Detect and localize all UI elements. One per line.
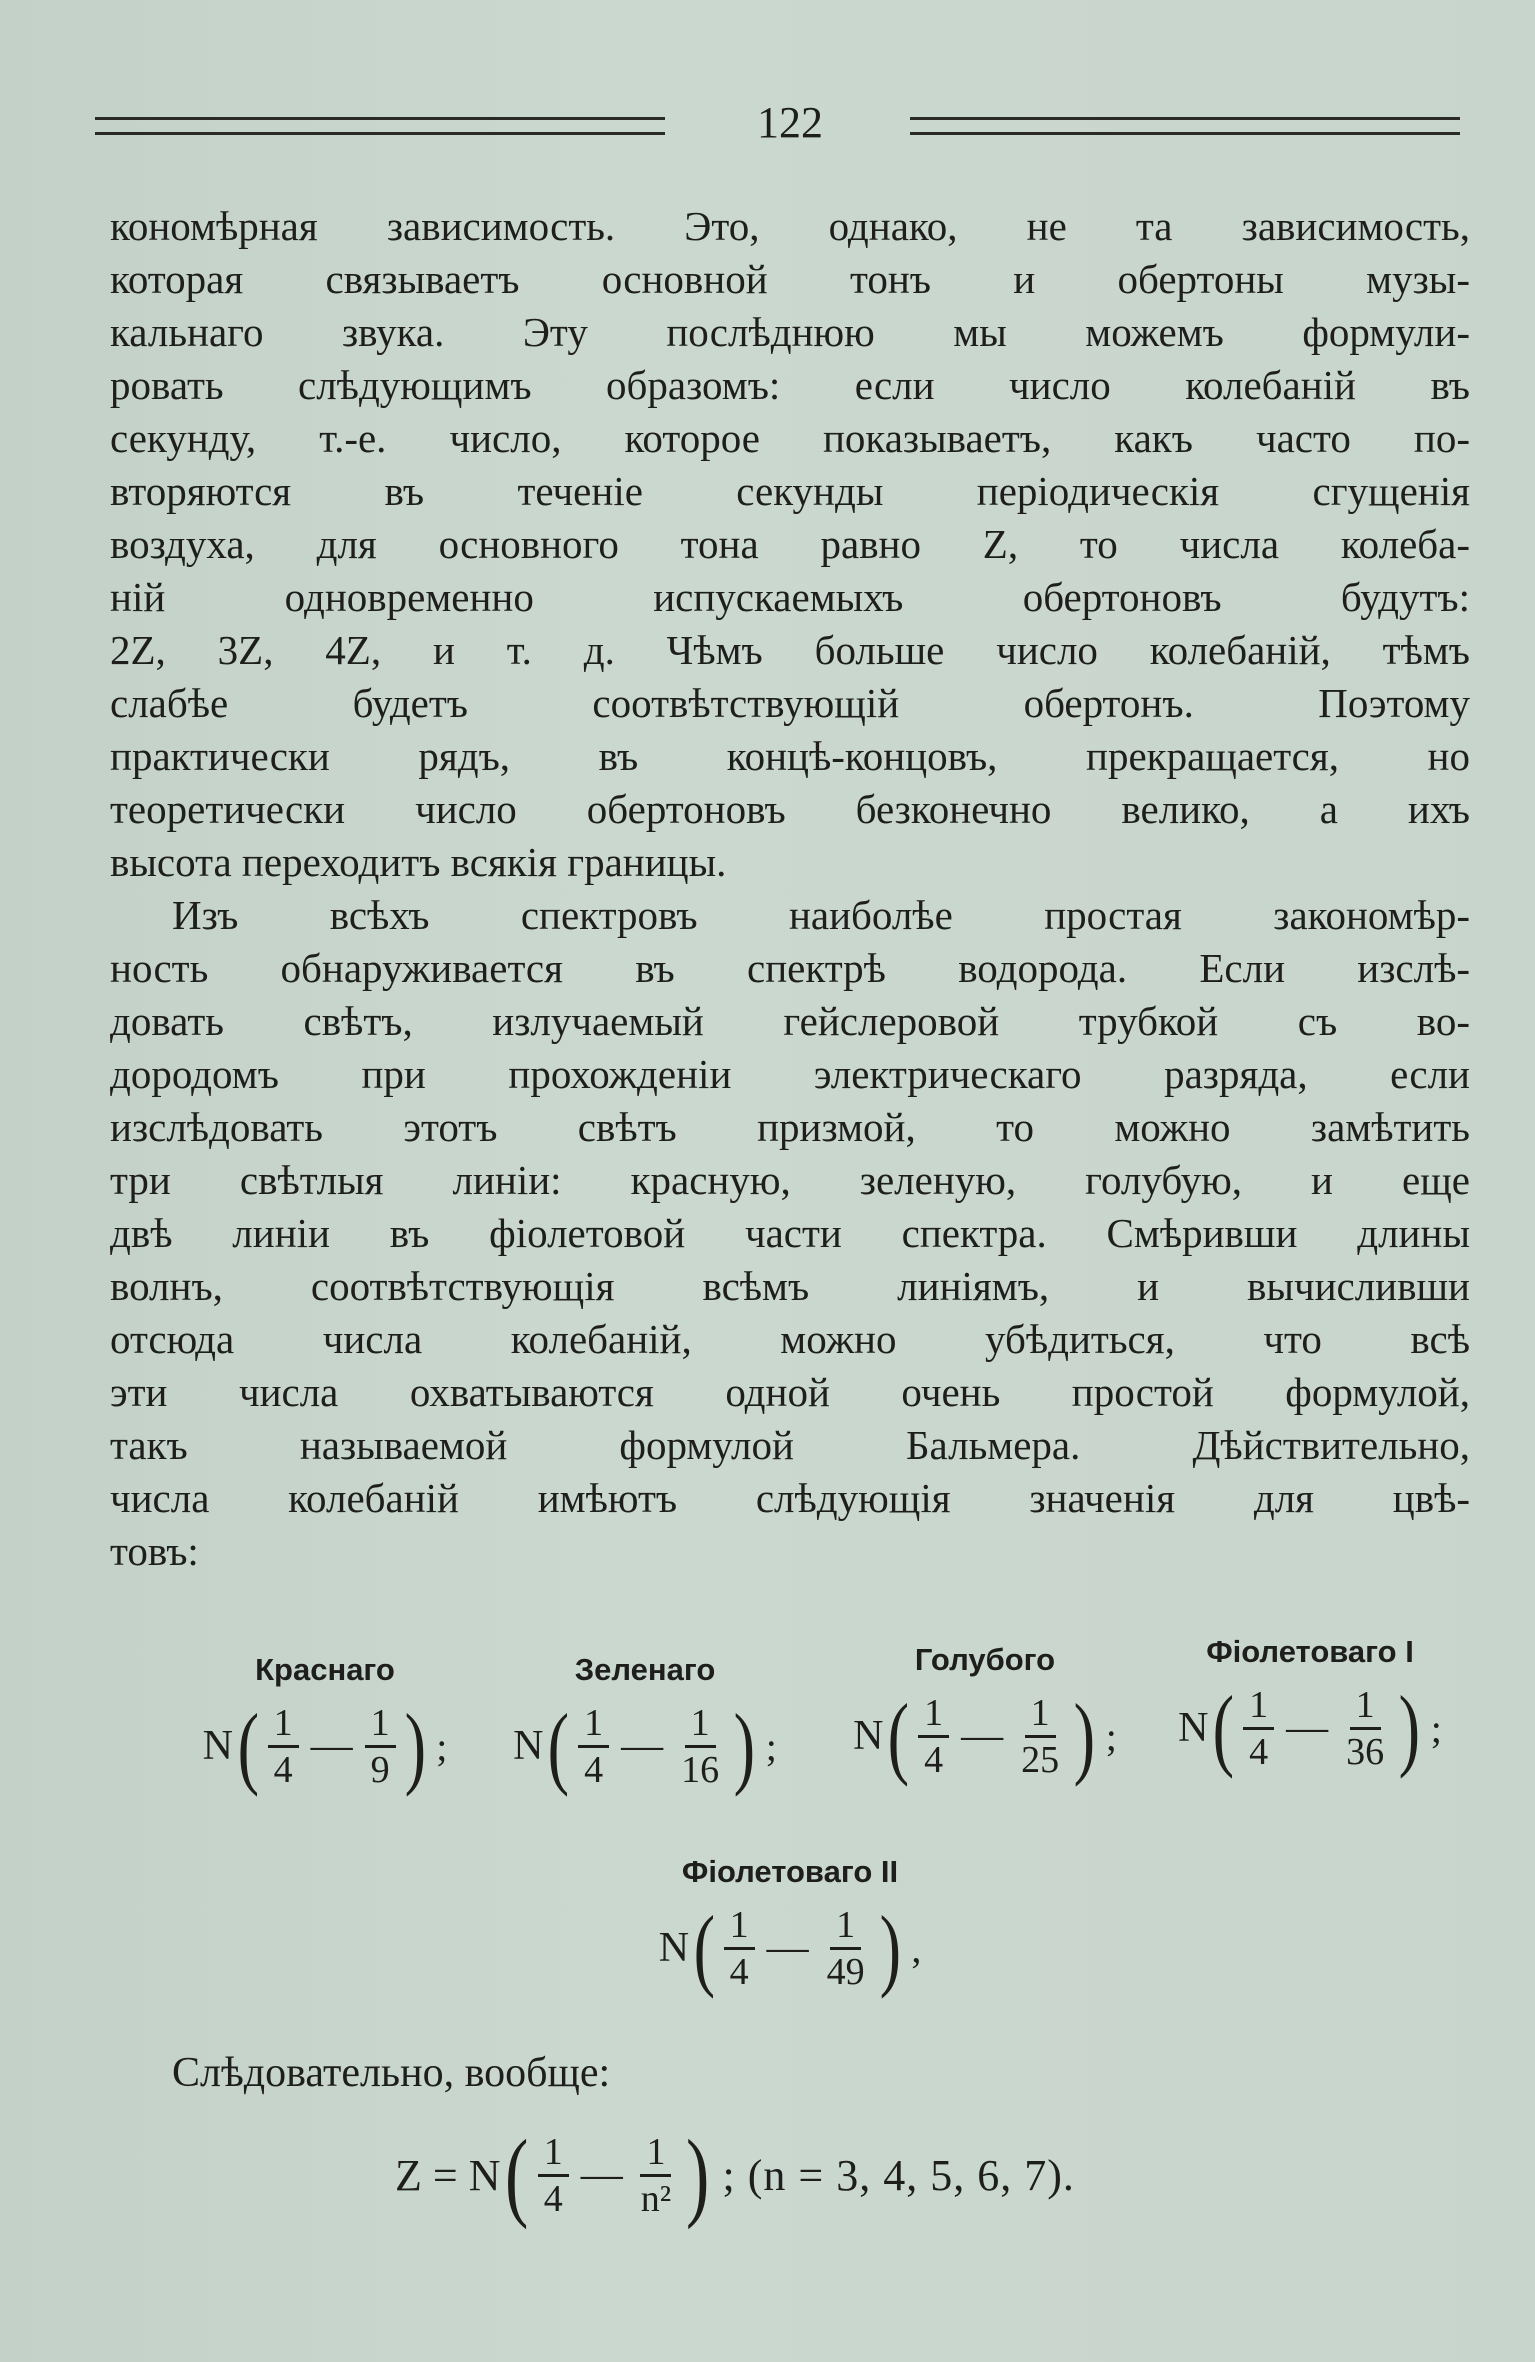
text-line: 2Z, 3Z, 4Z, и т. д. Чѣмъ больше число колебаній, тѣмъ [110,627,1470,673]
text-line: дородомъ при прохожденіи электрическаго разряда, если [110,1051,1470,1097]
formula-label: Фіолетоваго II [681,1854,899,1889]
separator: , [911,1925,922,1971]
left-paren: ( [1213,1677,1235,1779]
text-line: числа колебаній имѣютъ слѣдующія значенія для цвѣ- [110,1475,1470,1521]
numerator: 1 [1025,1691,1056,1738]
minus-sign: — [580,2152,623,2198]
formula-label: Фіолетоваго I [1206,1634,1414,1669]
fraction [1015,1691,1065,1782]
minus-sign: — [961,1713,1004,1759]
denominator: 25 [1021,1738,1060,1781]
minus-sign: — [1286,1705,1329,1751]
left-paren: ( [237,1695,260,1797]
formula-expression [513,1695,777,1797]
text-line: вторяются въ теченіе секунды періодическія сгущенія [110,468,1470,514]
numerator: 1 [918,1691,949,1738]
coefficient: N [513,1723,544,1769]
minus-sign: — [310,1723,353,1769]
separator: ; [436,1723,448,1769]
right-paren: ) [1073,1685,1096,1787]
text-line: секунду, т.-е. число, которое показываетъ, какъ часто по- [110,415,1470,461]
text-line: двѣ линіи въ фіолетовой части спектра. Смѣривши длины [110,1210,1470,1256]
separator: ; [765,1723,777,1769]
formula-violet-2 [610,1852,970,1999]
text-line: воздуха, для основного тона равно Z, то числа колеба- [110,521,1470,567]
denominator: 4 [924,1738,944,1781]
left-paren: ( [548,1695,570,1797]
formula-label: Краснаго [255,1652,395,1687]
numerator: 1 [685,1701,716,1748]
fraction [578,1701,609,1792]
text-line-paragraph-start: Изъ всѣхъ спектровъ наиболѣе простая закономѣр- [172,892,1470,938]
text-line: кальнаго звука. Эту послѣднюю мы можемъ формули- [110,309,1470,355]
fraction [675,1701,725,1792]
numerator: 1 [268,1701,299,1748]
coefficient: N [1178,1705,1209,1751]
denominator: 4 [273,1748,293,1791]
body-text [110,200,1470,1578]
denominator: 4 [1249,1730,1269,1773]
text-line: довать свѣтъ, излучаемый гейслеровой трубкой съ во- [110,998,1470,1044]
text-line: практически рядъ, въ концѣ-концовъ, прекращается, но [110,733,1470,779]
formula-label: Зеленаго [574,1652,716,1687]
separator: ; [1430,1705,1442,1751]
conclusion-text: Слѣдовательно, вообще: [172,2050,611,2096]
text-line: кономѣрная зависимость. Это, однако, не та зависимость, [110,203,1470,249]
fraction [1243,1683,1274,1774]
denominator: n² [640,2177,672,2220]
right-paren: ) [686,2119,710,2230]
formula-expression [1178,1677,1442,1779]
right-paren: ) [733,1695,756,1797]
text-line: теоретически число обертоновъ безконечно велико, а ихъ [110,786,1470,832]
page-header [95,95,1460,155]
left-paren: ( [693,1897,716,1999]
formula-range: ; (n = 3, 4, 5, 6, 7). [722,2150,1075,2200]
fraction [635,2130,677,2221]
denominator: 49 [826,1950,865,1993]
formula-red [175,1650,475,1797]
left-paren: ( [505,2119,529,2230]
coefficient: N [658,1925,690,1971]
formula-expression [202,1695,448,1797]
denominator: 36 [1346,1730,1385,1773]
minus-sign: — [621,1723,664,1769]
minus-sign: — [766,1925,809,1971]
text-line: ровать слѣдующимъ образомъ: если число колебаній въ [110,362,1470,408]
page-number: 122 [757,98,823,147]
text-line: три свѣтлыя линіи: красную, зеленую, голубую, и еще [110,1157,1470,1203]
numerator: 1 [365,1701,396,1748]
numerator: 1 [1350,1683,1381,1730]
formula-lhs: Z = N [395,2150,501,2200]
text-line: слабѣе будетъ соотвѣтствующій обертонъ. Поэтому [110,680,1470,726]
formula-label: Голубого [914,1642,1056,1677]
coefficient: N [202,1723,233,1769]
numerator: 1 [724,1903,755,1950]
text-line: эти числа охватываются одной очень простой формулой, [110,1369,1470,1415]
left-paren: ( [888,1685,910,1787]
right-paren: ) [404,1695,426,1797]
denominator: 9 [370,1748,390,1791]
numerator: 1 [640,2130,671,2177]
fraction [538,2130,569,2221]
general-formula [395,2119,1075,2230]
header-rule-left [95,117,665,135]
fraction [1340,1683,1390,1774]
fraction [821,1903,871,1994]
fraction [268,1701,299,1792]
formula-violet-1 [1150,1632,1470,1779]
denominator: 4 [584,1748,604,1791]
numerator: 1 [578,1701,609,1748]
numerator: 1 [1243,1683,1274,1730]
fraction [918,1691,949,1782]
separator: ; [1105,1713,1117,1759]
text-line: товъ: [110,1528,199,1574]
right-paren: ) [879,1897,901,1999]
formula-expression [853,1685,1117,1787]
text-line: волнъ, соотвѣтствующія всѣмъ линіямъ, и вычисливши [110,1263,1470,1309]
numerator: 1 [538,2130,569,2177]
text-line: такъ называемой формулой Бальмера. Дѣйствительно, [110,1422,1470,1468]
formula-green [475,1650,815,1797]
header-rule-right [910,117,1460,135]
formula-expression [658,1897,922,1999]
text-line: ность обнаруживается въ спектрѣ водорода. Если изслѣ- [110,945,1470,991]
text-line: изслѣдовать этотъ свѣтъ призмой, то можно замѣтить [110,1104,1470,1150]
denominator: 4 [543,2177,563,2220]
text-line: ній одновременно испускаемыхъ обертоновъ будутъ: [110,574,1470,620]
text-line: которая связываетъ основной тонъ и обертоны музы- [110,256,1470,302]
fraction [365,1701,396,1792]
denominator: 4 [729,1950,749,1993]
right-paren: ) [1398,1677,1421,1779]
coefficient: N [853,1713,884,1759]
numerator: 1 [830,1903,861,1950]
text-line: отсюда числа колебаній, можно убѣдиться, что всѣ [110,1316,1470,1362]
denominator: 16 [681,1748,720,1791]
formula-blue [815,1640,1155,1787]
fraction [724,1903,755,1994]
text-line: высота переходитъ всякія границы. [110,839,727,885]
